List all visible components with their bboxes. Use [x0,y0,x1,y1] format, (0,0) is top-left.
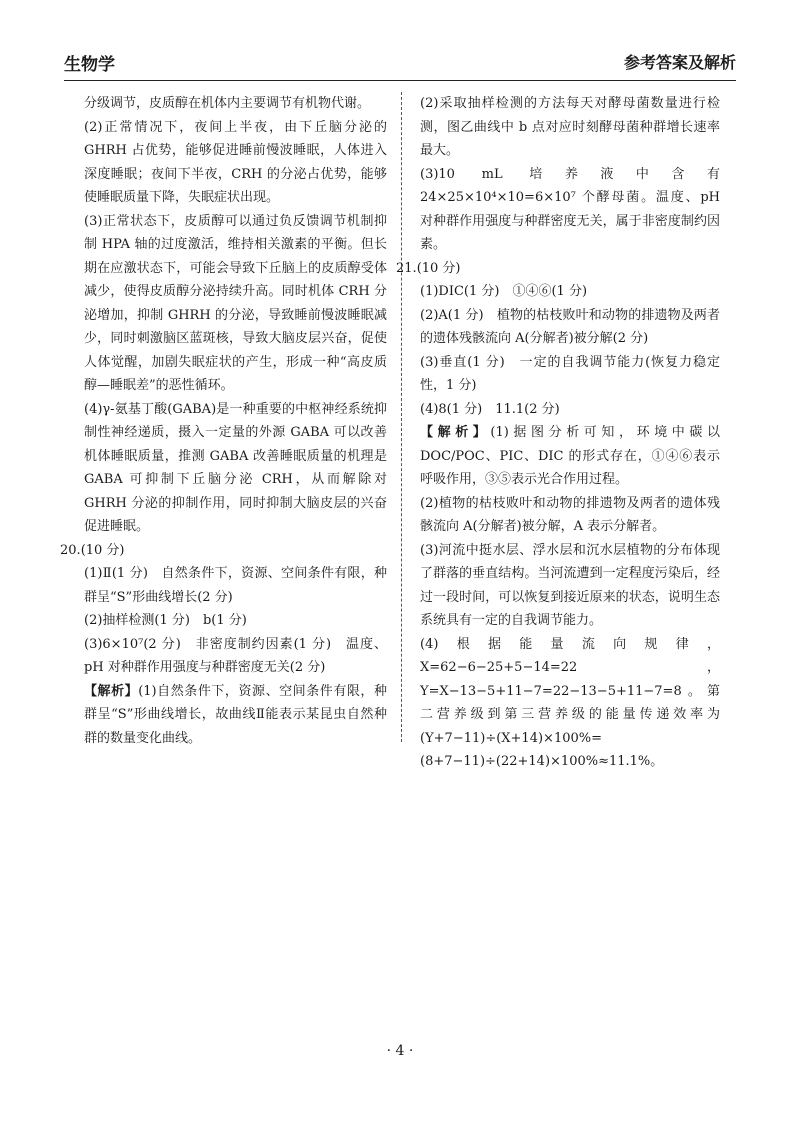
q21-answer: (1)DIC(1 分) ①④⑥(1 分) [420,284,588,299]
q21-analysis [420,421,720,492]
q19-paragraph: 分级调节，皮质醇在机体内主要调节有机物代谢。 [84,96,371,111]
left-column [60,92,387,750]
q20-answer: (2)抽样检测(1 分) b(1 分) [84,613,247,628]
q21-score: (10 分) [416,260,461,276]
analysis-text: (1)自然条件下，资源、空间条件有限，种群呈“S”形曲线增长，故曲线Ⅱ能表示某昆虫自然种群的数量变化曲线。 [84,683,387,746]
q19-paragraph: (2)正常情况下，夜间上半夜，由下丘脑分泌的 GHRH 占优势，能够促进睡前慢波睡眠，人体进入深度睡眠；夜间下半夜，CRH 的分泌占优势，能够使睡眠质量下降，失眠症状出现。 [84,119,387,205]
q21-answer: (4)8(1 分) 11.1(2 分) [420,401,560,417]
analysis-tag: 【解析】 [420,425,491,440]
q20-analysis [84,680,387,751]
page-number: · 4 · [386,1043,414,1059]
section-title: 参考答案及解析 [623,53,736,72]
q21-analysis-cont: (4)根据能量流向规律，X=62−6−25+5−14=22，Y=X−13−5+11−7=22−13−5+11−7=8。第二营养级到第三营养级的能量传递效率为(Y+7−11)÷(X+14)×100%=(8+7−11)÷(22+14)×100%≈11.1%。 [420,636,720,769]
q20-number: 20. [60,542,81,558]
q19-paragraph: (3)正常状态下，皮质醇可以通过负反馈调节机制抑制 HPA 轴的过度激活，维持相关激素的平衡。但长期在应激状态下，可能会导致下丘脑上的皮质醇受体减少，使得皮质醇分泌持续升高。同时机体 CRH 分泌增加，抑制 GHRH 的分泌，导致睡前慢波睡眠减少，同时刺激脑区蓝斑核，导致大脑皮层兴奋，促使人体觉醒，加剧失眠症状的产生，形成一种“高皮质醇—睡眠差”的恶性循环。 [84,213,387,393]
column-divider [401,92,402,742]
analysis-text: (1)据图分析可知，环境中碳以 DOC/POC、PIC、DIC 的形式存在，①④⑥表示呼吸作用，③⑤表示光合作用过程。 [420,425,720,487]
analysis-tag: 【解析】 [84,683,139,699]
q20-analysis-cont: (2)采取抽样检测的方法每天对酵母菌数量进行检测，图乙曲线中 b 点对应时刻酵母菌种群增长速率最大。 [420,96,720,158]
header-rule [64,80,736,81]
q21-number: 21. [396,260,417,276]
q21-answer: (2)A(1 分) 植物的枯枝败叶和动物的排遗物及两者的遗体残骸流向 A(分解者)被分解(2 分) [420,307,720,346]
subject-title: 生物学 [64,55,115,75]
q20-score: (10 分) [80,542,125,558]
q20-answer: (3)6×10⁷(2 分) 非密度制约因素(1 分) 温度、pH 对种群作用强度与种群密度无关(2 分) [84,636,387,675]
q20-analysis-cont: (3)10 mL 培养液中含有 24×25×10⁴×10=6×10⁷ 个酵母菌。温度、pH 对种群作用强度与种群密度无关，属于非密度制约因素。 [420,166,720,252]
q21-analysis-cont: (2)植物的枯枝败叶和动物的排遗物及两者的遗体残骸流向 A(分解者)被分解，A 表示分解者。 [420,495,720,534]
right-column [396,92,720,774]
q19-paragraph: (4)γ-氨基丁酸(GABA)是一种重要的中枢神经系统抑制性神经递质，摄入一定量的外源 GABA 可以改善机体睡眠质量，推测 GABA 改善睡眠质量的机理是 GABA 可抑制下丘脑分泌 CRH，从而解除对 GHRH 分泌的抑制作用，同时抑制大脑皮层的兴奋促进睡眠。 [84,401,387,534]
q21-analysis-cont: (3)河流中挺水层、浮水层和沉水层植物的分布体现了群落的垂直结构。当河流遭到一定程度污染后，经过一段时间，可以恢复到接近原来的状态，说明生态系统具有一定的自我调节能力。 [420,542,720,628]
q20-heading [60,539,387,563]
q21-answer: (3)垂直(1 分) 一定的自我调节能力(恢复力稳定性，1 分) [420,354,720,393]
q20-answer: (1)Ⅱ(1 分) 自然条件下，资源、空间条件有限，种群呈“S”形曲线增长(2 分) [84,566,387,605]
q21-heading [396,257,720,281]
page-header [64,50,736,80]
